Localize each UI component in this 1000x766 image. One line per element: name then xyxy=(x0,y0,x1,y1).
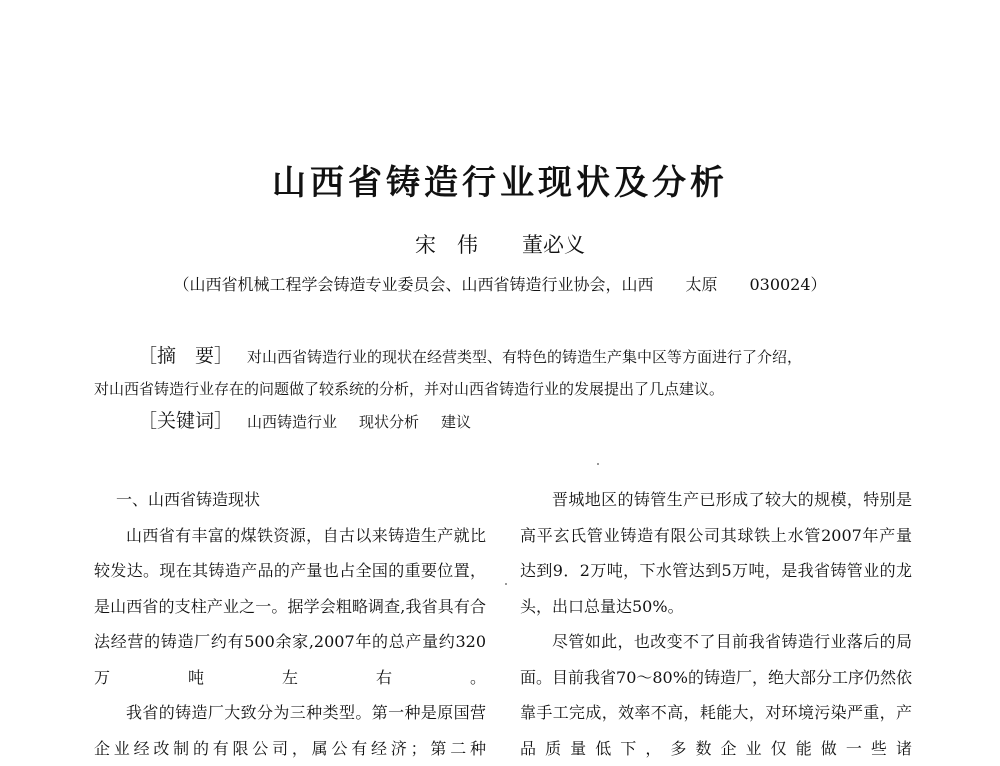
keyword-2: 现状分析 xyxy=(359,413,420,431)
author-1: 宋 伟 xyxy=(415,233,478,257)
abstract-line-2 xyxy=(94,373,924,405)
author-line xyxy=(0,230,1000,260)
right-column xyxy=(520,482,912,766)
keyword-1: 山西铸造行业 xyxy=(247,413,338,431)
left-column xyxy=(94,482,486,766)
left-paragraph-2: 我省的铸造厂大致分为三种类型。第一种是原国营企业经改制的有限公司，属公有经济；第二种 xyxy=(94,703,486,758)
section-heading: 一、山西省铸造现状 xyxy=(116,490,261,509)
keyword-3: 建议 xyxy=(441,413,472,431)
right-paragraph-1: 晋城地区的铸管生产已形成了较大的规模，特别是高平玄氏管业铸造有限公司其球铁上水管2007年产量达到9．2万吨，下水管达到5万吨，是我省铸管业的龙头，出口总量达50%。 xyxy=(520,490,912,616)
author-affiliation: （山西省机械工程学会铸造专业委员会、山西省铸造行业协会，山西 太原 030024） xyxy=(173,275,827,294)
keywords-label: ［关键词］ xyxy=(138,410,234,432)
abstract-text-1: 对山西省铸造行业的现状在经营类型、有特色的铸造生产集中区等方面进行了介绍， xyxy=(247,348,803,366)
abstract-text-2: 对山西省铸造行业存在的问题做了较系统的分析，并对山西省铸造行业的发展提出了几点建议。 xyxy=(94,380,725,398)
abstract-label: ［摘 要］ xyxy=(138,345,234,367)
article-title: 山西省铸造行业现状及分析 xyxy=(272,163,728,203)
abstract-block xyxy=(94,340,924,438)
left-paragraph-1: 山西省有丰富的煤铁资源，自古以来铸造生产就比较发达。现在其铸造产品的产量也占全国的重要位置，是山西省的支柱产业之一。据学会粗略调查,我省具有合法经营的铸造厂约有500余家,2007年的总产量约320万吨左右。 xyxy=(94,525,486,687)
right-paragraph-2: 尽管如此，也改变不了目前我省铸造行业落后的局面。目前我省70～80%的铸造厂，绝大部分工序仍然依靠手工完成，效率不高，耗能大，对环境污染严重，产品质量低下，多数企业仅能做一些诸 xyxy=(520,632,912,758)
author-2: 董必义 xyxy=(522,233,585,257)
scan-speck xyxy=(597,463,599,465)
scan-speck xyxy=(505,583,507,585)
abstract-line-1 xyxy=(94,340,924,373)
keywords-line xyxy=(94,405,924,438)
